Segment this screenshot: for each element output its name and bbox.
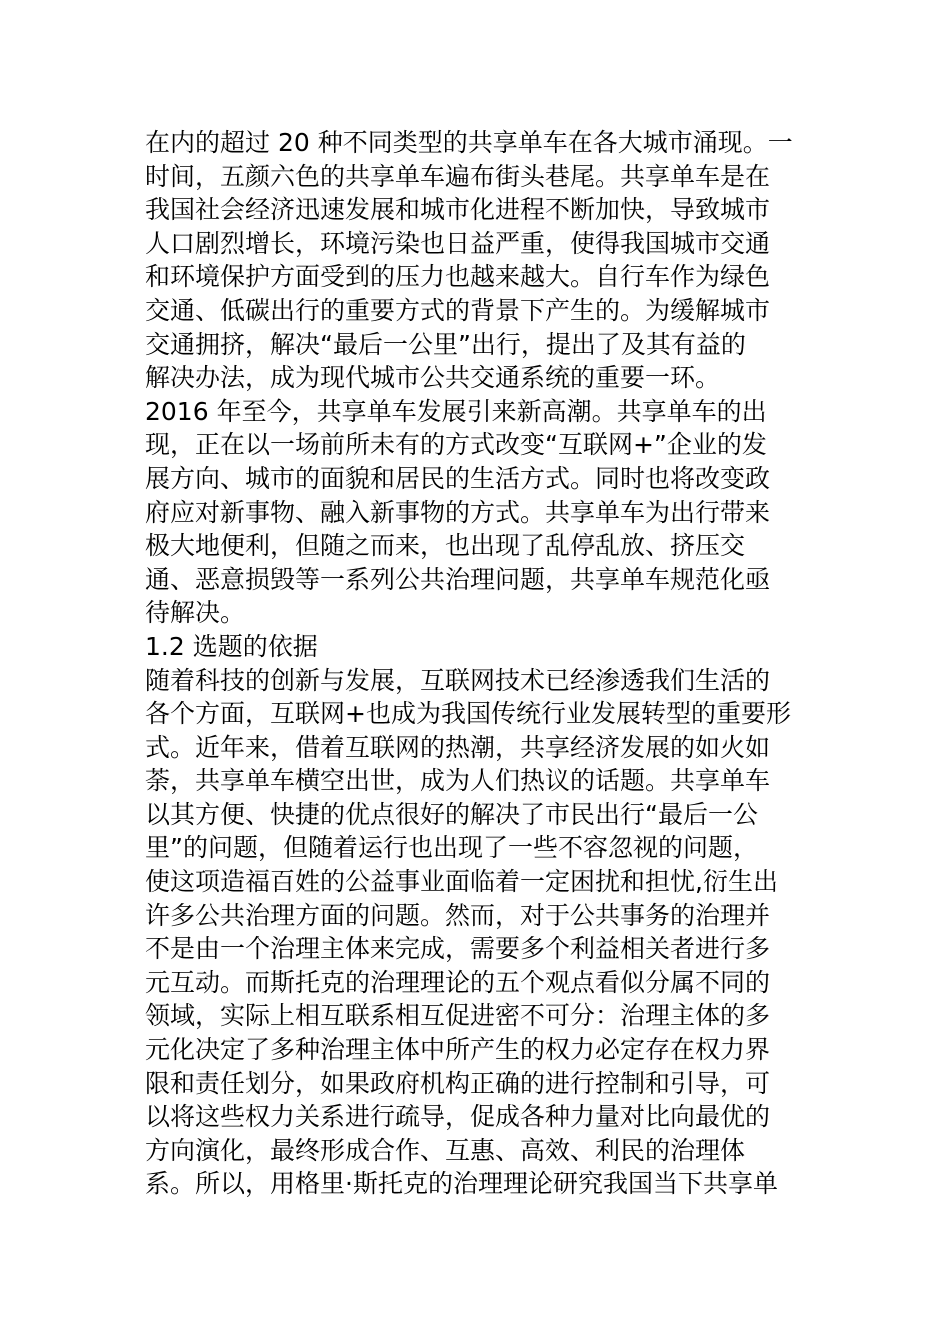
- text-line: 待解决。: [145, 598, 246, 628]
- text-line: 方向演化，最终形成合作、互惠、高效、利民的治理体: [145, 1135, 746, 1165]
- text-line: 交通拥挤，解决“最后一公里”出行，提出了及其有益的: [145, 329, 746, 359]
- text-line: 荼，共享单车横空出世，成为人们热议的话题。共享单车: [145, 766, 771, 796]
- text-line: 通、恶意损毁等一系列公共治理问题，共享单车规范化亟: [145, 564, 771, 594]
- text-line: 里”的问题，但随着运行也出现了一些不容忽视的问题，: [145, 833, 758, 863]
- body-text: [145, 126, 810, 1201]
- text-line: 我国社会经济迅速发展和城市化进程不断加快，导致城市: [145, 195, 771, 225]
- text-line: 元化决定了多种治理主体中所产生的权力必定存在权力界: [145, 1035, 771, 1065]
- text-line: 现，正在以一场前所未有的方式改变“互联网+”企业的发: [145, 430, 767, 460]
- text-line: 使这项造福百姓的公益事业面临着一定困扰和担忧,衍生出: [145, 867, 778, 897]
- text-line: 以其方便、快捷的优点很好的解决了市民出行“最后一公: [145, 799, 758, 829]
- text-line: 以将这些权力关系进行疏导，促成各种力量对比向最优的: [145, 1102, 771, 1132]
- text-line: 限和责任划分，如果政府机构正确的进行控制和引导，可: [145, 1068, 771, 1098]
- text-line: 系。所以，用格里·斯托克的治理理论研究我国当下共享单: [145, 1169, 778, 1199]
- text-line: 展方向、城市的面貌和居民的生活方式。同时也将改变政: [145, 463, 771, 493]
- text-line: 不是由一个治理主体来完成，需要多个利益相关者进行多: [145, 934, 771, 964]
- text-line: 式。近年来，借着互联网的热潮，共享经济发展的如火如: [145, 732, 771, 762]
- text-line: 交通、低碳出行的重要方式的背景下产生的。为缓解城市: [145, 295, 771, 325]
- text-line: 元互动。而斯托克的治理理论的五个观点看似分属不同的: [145, 967, 771, 997]
- text-line: 许多公共治理方面的问题。然而，对于公共事务的治理并: [145, 900, 771, 930]
- text-line: 随着科技的创新与发展，互联网技术已经渗透我们生活的: [145, 665, 771, 695]
- text-line: 府应对新事物、融入新事物的方式。共享单车为出行带来: [145, 497, 771, 527]
- text-line: 人口剧烈增长，环境污染也日益严重，使得我国城市交通: [145, 228, 771, 258]
- text-line: 在内的超过 20 种不同类型的共享单车在各大城市涌现。一: [145, 128, 793, 157]
- section-heading: 1.2 选题的依据: [145, 631, 318, 661]
- text-line: 解决办法，成为现代城市公共交通系统的重要一环。: [145, 363, 721, 393]
- text-line: 各个方面，互联网+也成为我国传统行业发展转型的重要形: [145, 699, 791, 729]
- text-line: 极大地便利，但随之而来，也出现了乱停乱放、挤压交: [145, 531, 746, 561]
- text-line: 2016 年至今，共享单车发展引来新高潮。共享单车的出: [145, 396, 767, 426]
- text-line: 和环境保护方面受到的压力也越来越大。自行车作为绿色: [145, 262, 771, 292]
- text-line: 时间，五颜六色的共享单车遍布街头巷尾。共享单车是在: [145, 161, 771, 191]
- text-line: 领域，实际上相互联系相互促进密不可分：治理主体的多: [145, 1001, 771, 1031]
